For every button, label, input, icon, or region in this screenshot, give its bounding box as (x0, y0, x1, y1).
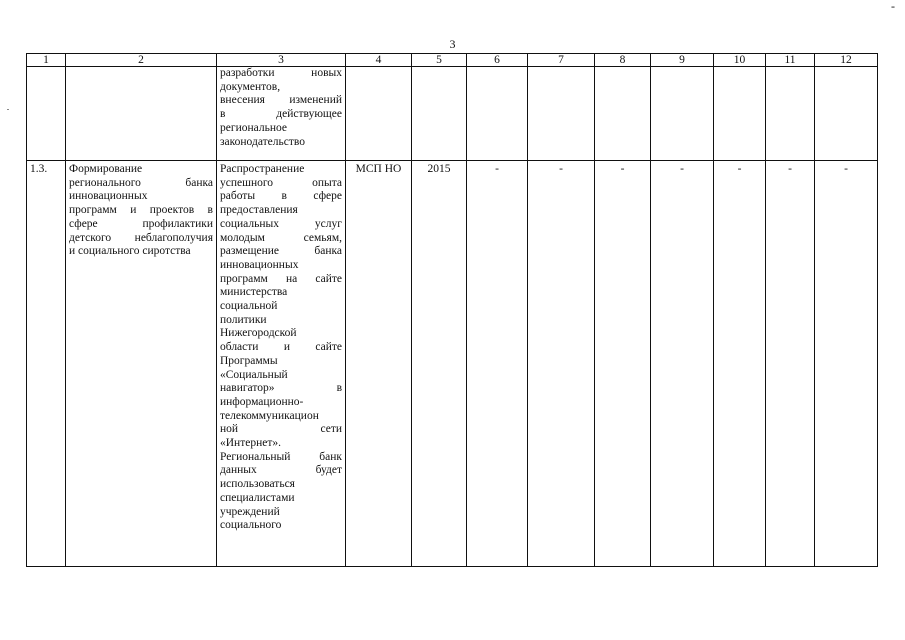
text-line: политики (220, 313, 267, 326)
row-col6: - (467, 161, 528, 567)
text-line: «Интернет». (220, 437, 281, 450)
cell-empty (528, 67, 595, 161)
header-cell: 12 (815, 54, 878, 67)
row-description (217, 161, 346, 567)
cell-empty (766, 67, 815, 161)
row-col10: - (714, 161, 766, 567)
cell-empty (412, 67, 467, 161)
text-line: законодательство (220, 135, 305, 148)
header-cell: 6 (467, 54, 528, 67)
text-line: ной сети (220, 423, 342, 436)
text-line: социальной (220, 300, 278, 313)
text-line: молодым семьям, (220, 231, 342, 244)
row-year: 2015 (412, 161, 467, 567)
text-line: телекоммуникацион (220, 409, 319, 422)
text-line: Формирование (69, 163, 143, 175)
text-line: внесения изменений (220, 94, 342, 107)
text-line: министерства (220, 286, 288, 299)
text-line: разработки новых (220, 67, 342, 79)
header-cell: 5 (412, 54, 467, 67)
cell-empty (651, 67, 714, 161)
row-title (66, 161, 217, 567)
row-col11: - (766, 161, 815, 567)
text-line: программ и проектов в (69, 204, 213, 217)
row-executor: МСП НО (346, 161, 412, 567)
table-row-1-3 (27, 161, 878, 567)
row-col8: - (595, 161, 651, 567)
header-cell: 1 (27, 54, 66, 67)
page-number: 3 (449, 37, 456, 51)
text-line: инновационных (220, 258, 299, 271)
text-line: Программы (220, 354, 278, 367)
row-number: 1.3. (27, 161, 66, 567)
cell-empty (467, 67, 528, 161)
cell-empty (595, 67, 651, 161)
text-line: успешного опыта (220, 176, 342, 189)
text-line: предоставления (220, 204, 298, 217)
text-line: информационно- (220, 395, 304, 408)
text-line: размещение банка (220, 245, 342, 258)
text-line: учреждений (220, 505, 280, 518)
header-cell: 10 (714, 54, 766, 67)
plan-table (26, 53, 878, 567)
text-line: документов, (220, 80, 281, 93)
text-line: региональное (220, 121, 287, 134)
cell-empty (815, 67, 878, 161)
table-row-continuation (27, 67, 878, 161)
text-line: «Социальный (220, 368, 288, 381)
text-line: программ на сайте (220, 272, 342, 285)
row-col12: - (815, 161, 878, 567)
header-cell: 7 (528, 54, 595, 67)
text-line: инновационных (69, 190, 148, 203)
text-line: регионального банка (69, 176, 213, 189)
cell-empty (66, 67, 217, 161)
text-line: Региональный банк (220, 450, 342, 463)
header-cell: 9 (651, 54, 714, 67)
text-line: сфере профилактики (69, 217, 213, 230)
header-cell: 2 (66, 54, 217, 67)
header-cell: 3 (217, 54, 346, 67)
header-row (27, 54, 878, 67)
text-line: навигатор» в (220, 382, 342, 395)
text-line: социального (220, 519, 282, 532)
header-cell: 4 (346, 54, 412, 67)
header-cell: 8 (595, 54, 651, 67)
corner-mark: - (891, 0, 895, 13)
text-line: работы в сфере (220, 190, 342, 203)
text-line: данных будет (220, 464, 342, 477)
cell-empty (27, 67, 66, 161)
text-line: в действующее (220, 108, 342, 121)
row-col9: - (651, 161, 714, 567)
row-col7: - (528, 161, 595, 567)
text-line: специалистами (220, 491, 295, 504)
cell-empty (714, 67, 766, 161)
text-line: Нижегородской (220, 327, 297, 340)
header-cell: 11 (766, 54, 815, 67)
text-line: области и сайте (220, 341, 342, 354)
text-line: социальных услуг (220, 217, 342, 230)
cell-empty (346, 67, 412, 161)
text-line: детского неблагополучия (69, 231, 213, 244)
continuation-text (217, 67, 346, 161)
text-line: Распространение (220, 163, 305, 175)
text-line: и социального сиротства (69, 245, 191, 258)
scan-speck (7, 109, 9, 110)
text-line: использоваться (220, 478, 295, 491)
